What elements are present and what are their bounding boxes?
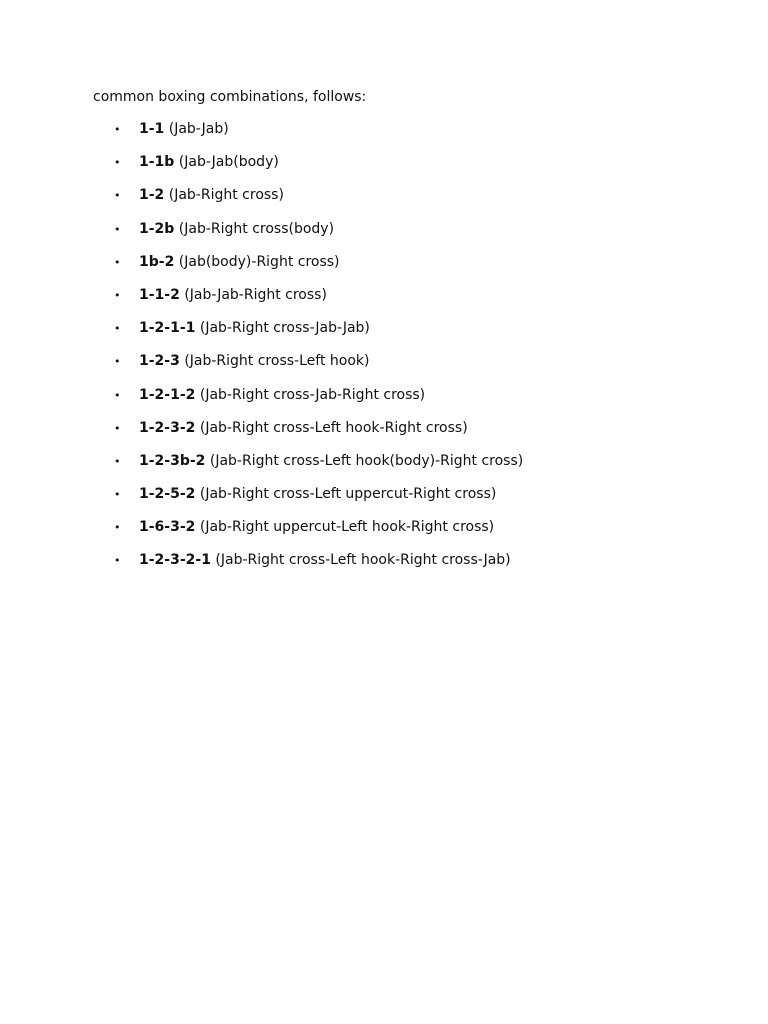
combination-code: 1-2-3 <box>139 353 180 370</box>
bullet-icon: • <box>114 322 121 336</box>
combination-code: 1b-2 <box>139 253 175 270</box>
bullet-icon: • <box>114 189 121 203</box>
combination-description: (Jab-Right cross-Left hook-Right cross-Jab) <box>215 552 511 569</box>
list-item-text <box>139 451 523 471</box>
bullet-icon: • <box>114 421 121 435</box>
bullet-icon: • <box>114 488 121 502</box>
combination-code: 1-1 <box>139 121 165 137</box>
list-item-text <box>139 351 369 371</box>
bullet-icon: • <box>114 156 121 170</box>
list-item-text <box>139 385 425 405</box>
combination-description: (Jab-Right cross-Left hook(body)-Right cross) <box>209 452 524 469</box>
combination-description: (Jab-Jab-Right cross) <box>184 286 327 303</box>
combination-description: (Jab-Right cross-Jab-Jab) <box>199 320 370 337</box>
bullet-icon: • <box>114 521 121 535</box>
list-item-text <box>139 219 334 239</box>
combination-description: (Jab-Right cross-Left uppercut-Right cross) <box>199 486 497 503</box>
combination-code: 1-2 <box>139 187 165 204</box>
list-item-text <box>139 550 511 570</box>
combination-code: 1-6-3-2 <box>139 519 196 536</box>
list-item-text <box>139 252 340 272</box>
intro-text: common boxing combinations, follows: <box>93 89 367 105</box>
combination-code: 1-2-1-2 <box>139 386 196 403</box>
bullet-icon: • <box>114 388 121 402</box>
combination-code: 1-2b <box>139 220 175 237</box>
combination-code: 1-2-5-2 <box>139 486 196 503</box>
bullet-icon: • <box>114 222 121 236</box>
bullet-icon: • <box>114 255 121 269</box>
combination-code: 1-2-3-2 <box>139 419 196 436</box>
bullet-icon: • <box>114 355 121 369</box>
list-item-text <box>139 418 468 438</box>
bullet-icon: • <box>114 123 121 136</box>
combination-code: 1-1-2 <box>139 286 180 303</box>
combination-description: (Jab(body)-Right cross) <box>178 253 340 270</box>
bullet-icon: • <box>114 454 121 468</box>
bullet-icon: • <box>114 288 121 302</box>
list-item-text <box>139 152 279 172</box>
list-item-text <box>139 285 327 305</box>
combination-code: 1-2-3b-2 <box>139 452 206 469</box>
list-item-text <box>139 318 370 338</box>
bullet-icon: • <box>114 554 121 568</box>
list-item-text <box>139 517 494 537</box>
combination-description: (Jab-Right cross(body) <box>178 220 335 237</box>
combination-description: (Jab-Right cross-Jab-Right cross) <box>199 386 426 403</box>
combination-description: (Jab-Jab) <box>168 121 229 137</box>
combination-description: (Jab-Jab(body) <box>178 154 279 171</box>
combination-description: (Jab-Right cross) <box>168 187 284 204</box>
combination-description: (Jab-Right cross-Left hook) <box>184 353 370 370</box>
combination-code: 1-2-1-1 <box>139 320 196 337</box>
list-item-text <box>139 119 229 139</box>
combination-code: 1-2-3-2-1 <box>139 552 211 569</box>
list-item-text <box>139 484 496 504</box>
combination-code: 1-1b <box>139 154 175 171</box>
combination-description: (Jab-Right uppercut-Left hook-Right cross) <box>199 519 495 536</box>
list-item-text <box>139 185 284 205</box>
combination-description: (Jab-Right cross-Left hook-Right cross) <box>199 419 468 436</box>
